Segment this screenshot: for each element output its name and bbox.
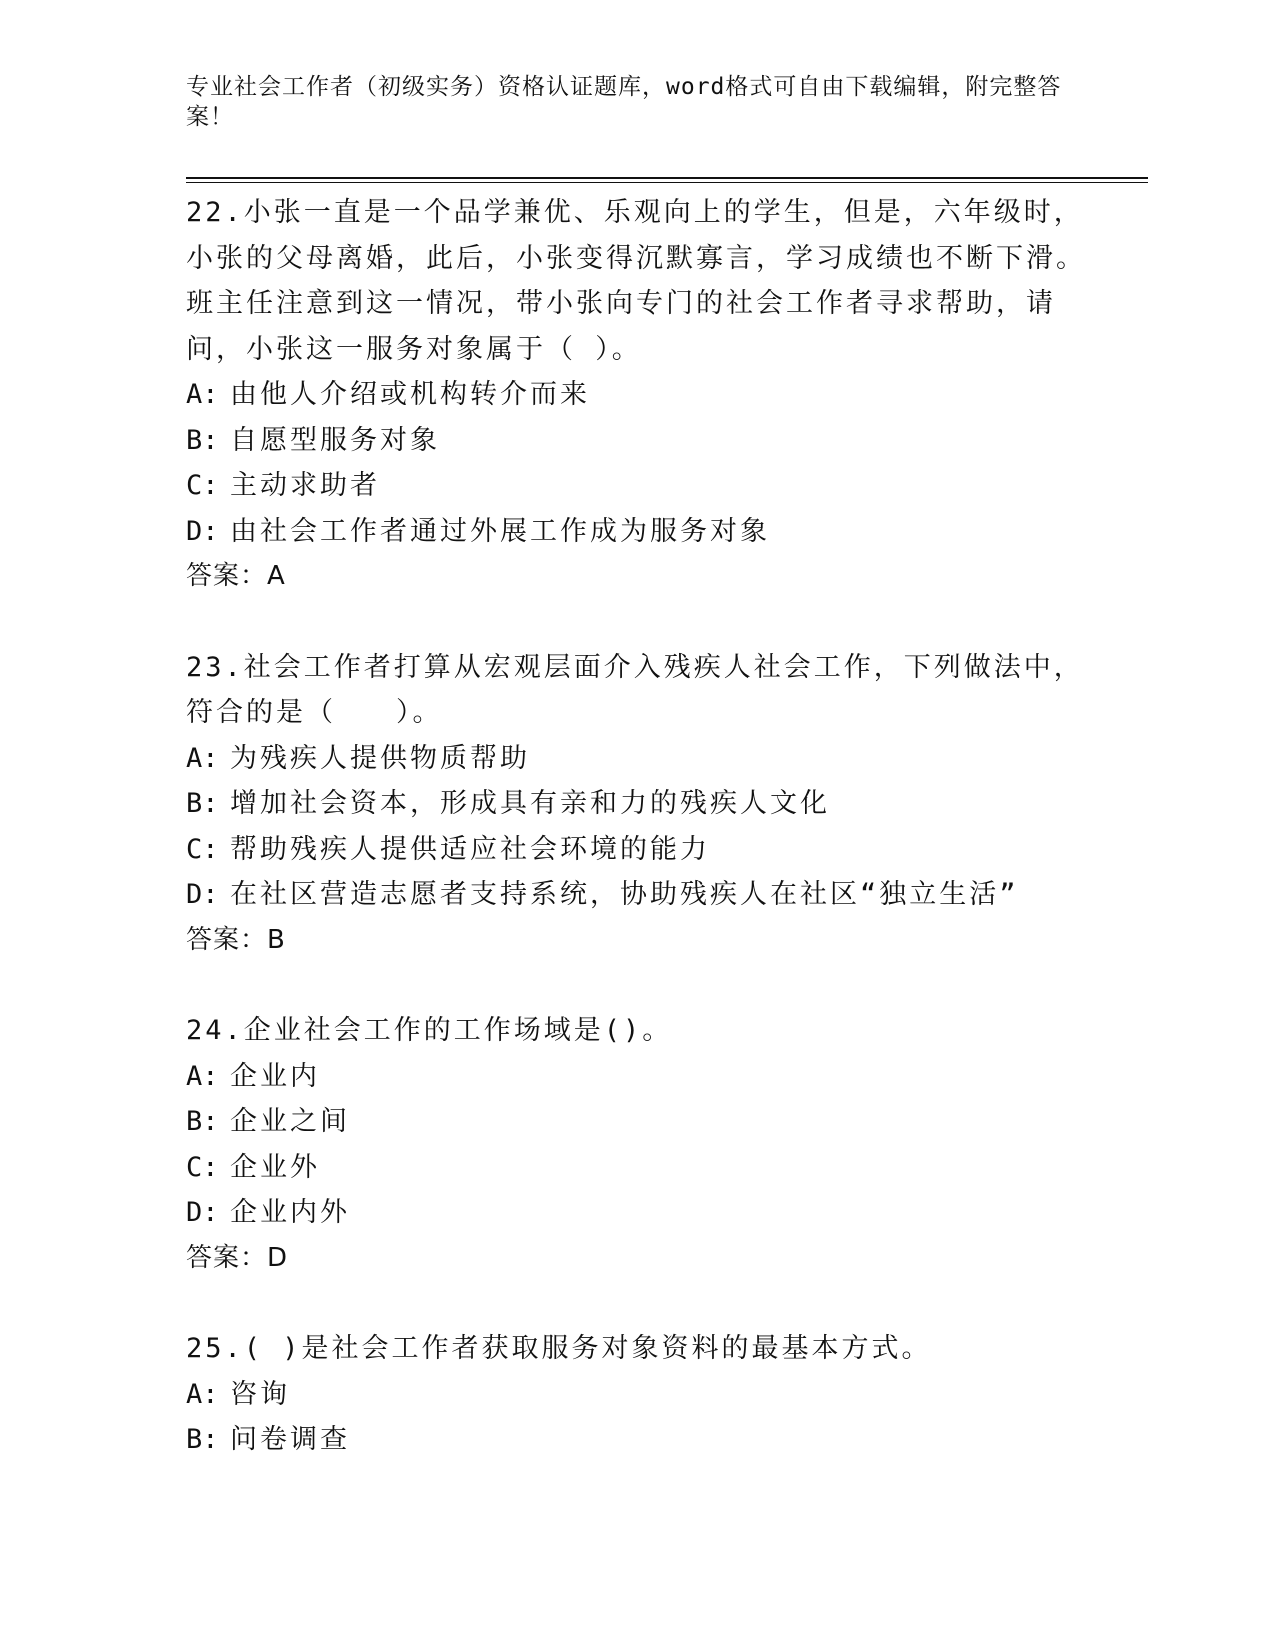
- question-24: [186, 1008, 1086, 1281]
- option-letter: C:: [186, 833, 219, 865]
- option-letter: C:: [186, 470, 219, 501]
- option-a: [186, 1372, 1086, 1418]
- option-text: 问卷调查: [230, 1424, 350, 1455]
- option-b: [186, 1417, 1086, 1463]
- option-a: [186, 1054, 1086, 1100]
- question-list: [186, 190, 1086, 1463]
- question-23: [186, 645, 1086, 964]
- question-stem: 23.社会工作者打算从宏观层面介入残疾人社会工作，下列做法中，符合的是（ ）。: [186, 651, 1084, 728]
- question-22: [186, 190, 1086, 600]
- option-text: 企业之间: [230, 1106, 350, 1137]
- question-stem: 24.企业社会工作的工作场域是()。: [186, 1015, 673, 1046]
- option-text: 由社会工作者通过外展工作成为服务对象: [230, 515, 770, 547]
- option-letter: D:: [186, 879, 219, 910]
- option-d: [186, 872, 1086, 918]
- option-text: 企业内外: [230, 1197, 350, 1228]
- option-letter: B:: [186, 424, 219, 456]
- option-text: 在社区营造志愿者支持系统，协助残疾人在社区“独立生活”: [230, 879, 1019, 910]
- answer-line: 答案：D: [186, 1242, 289, 1273]
- option-letter: B:: [186, 1106, 219, 1137]
- option-c: [186, 827, 1086, 873]
- option-letter: B:: [186, 788, 219, 819]
- option-text: 由他人介绍或机构转介而来: [230, 379, 590, 410]
- option-d: [186, 1190, 1086, 1236]
- option-text: 咨询: [230, 1378, 290, 1410]
- option-c: [186, 1145, 1086, 1191]
- option-a: [186, 372, 1086, 418]
- header-divider-thin: [186, 182, 1148, 183]
- option-letter: D:: [186, 1197, 219, 1228]
- option-text: 增加社会资本，形成具有亲和力的残疾人文化: [230, 788, 830, 819]
- answer-line: 答案：B: [186, 924, 286, 955]
- question-spacer: [186, 1281, 1086, 1326]
- option-letter: B:: [186, 1424, 219, 1455]
- option-b: [186, 781, 1086, 827]
- question-spacer: [186, 600, 1086, 645]
- option-letter: D:: [186, 515, 219, 547]
- option-text: 主动求助者: [230, 470, 380, 501]
- option-text: 自愿型服务对象: [230, 424, 440, 456]
- option-letter: A:: [186, 742, 219, 774]
- question-25: [186, 1326, 1086, 1463]
- option-text: 企业外: [230, 1151, 320, 1183]
- option-b: [186, 1099, 1086, 1145]
- question-stem: 22.小张一直是一个品学兼优、乐观向上的学生，但是，六年级时，小张的父母离婚，此后，小张变得沉默寡言，学习成绩也不断下滑。班主任注意到这一情况，带小张向专门的社会工作者寻求帮助，请问，小张这一服务对象属于（ ）。: [186, 197, 1086, 365]
- option-letter: A:: [186, 1060, 219, 1092]
- option-text: 帮助残疾人提供适应社会环境的能力: [230, 833, 710, 865]
- option-letter: C:: [186, 1151, 219, 1183]
- option-b: [186, 418, 1086, 464]
- option-text: 企业内: [230, 1060, 320, 1092]
- document-header: 专业社会工作者（初级实务）资格认证题库，word格式可自由下载编辑，附完整答案！: [186, 74, 1062, 130]
- question-spacer: [186, 963, 1086, 1008]
- option-c: [186, 463, 1086, 509]
- header-divider-thick: [186, 177, 1148, 179]
- question-stem: 25.( )是社会工作者获取服务对象资料的最基本方式。: [186, 1333, 932, 1364]
- option-letter: A:: [186, 1378, 219, 1410]
- answer-line: 答案：A: [186, 561, 286, 591]
- option-letter: A:: [186, 379, 219, 410]
- option-a: [186, 736, 1086, 782]
- option-text: 为残疾人提供物质帮助: [230, 742, 530, 774]
- option-d: [186, 509, 1086, 555]
